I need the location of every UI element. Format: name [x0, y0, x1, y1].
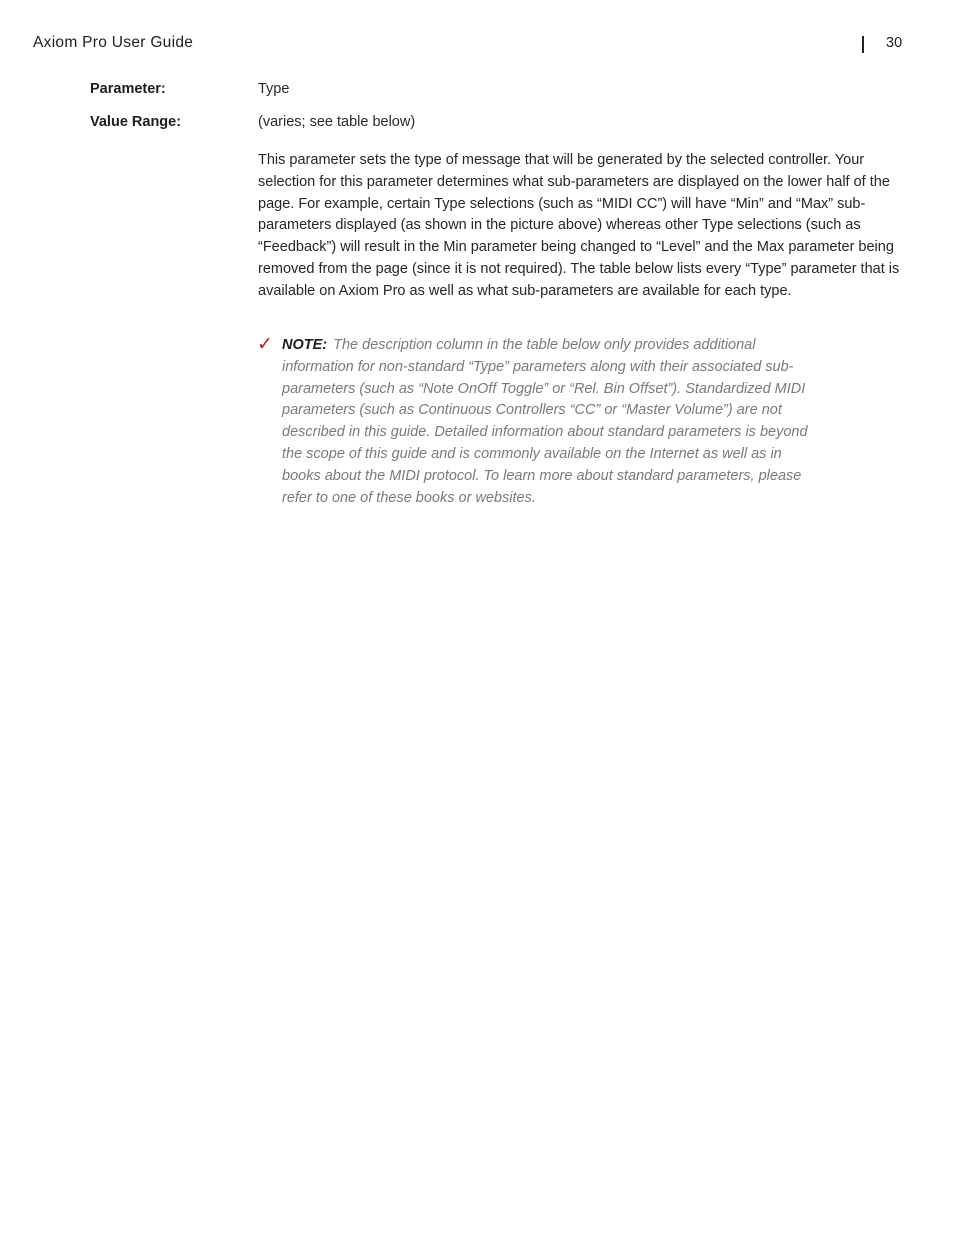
note-label: NOTE: [282, 337, 328, 353]
value-range-value: (varies; see table below) [258, 114, 416, 130]
value-range-label: Value Range: [90, 114, 182, 130]
page-number: 30 [886, 35, 903, 51]
note-block [282, 335, 812, 509]
parameter-label: Parameter: [90, 81, 166, 97]
checkmark-icon: ✓ [257, 334, 273, 355]
parameter-value: Type [258, 81, 290, 97]
header-divider [862, 36, 864, 53]
note-text: The description column in the table below only provides additional information for non-standard “Type” parameters along with their associated sub-parameters (such as “Note OnOff Toggle” or “Rel. Bin Offset”). Standardized MIDI parameters (such as Continuous Controllers “CC” or “Master Volume”) are not described in this guide. Detailed information about standard parameters is beyond the scope of this guide and is commonly available on the Internet as well as in books about the MIDI protocol. To learn more about standard parameters, please refer to one of these books or websites. [282, 337, 808, 506]
document-title: Axiom Pro User Guide [33, 34, 194, 51]
description-paragraph: This parameter sets the type of message that will be generated by the selected controller. Your selection for this parameter determines what sub-parameters are displayed on the lower half of the page. For example, certain Type selections (such as “MIDI CC”) will have “Min” and “Max” sub-parameters displayed (as shown in the picture above) whereas other Type selections (such as “Feedback”) will result in the Min parameter being changed to “Level” and the Max parameter being removed from the page (since it is not required). The table below lists every “Type” parameter that is available on Axiom Pro as well as what sub-parameters are available for each type. [258, 152, 900, 299]
